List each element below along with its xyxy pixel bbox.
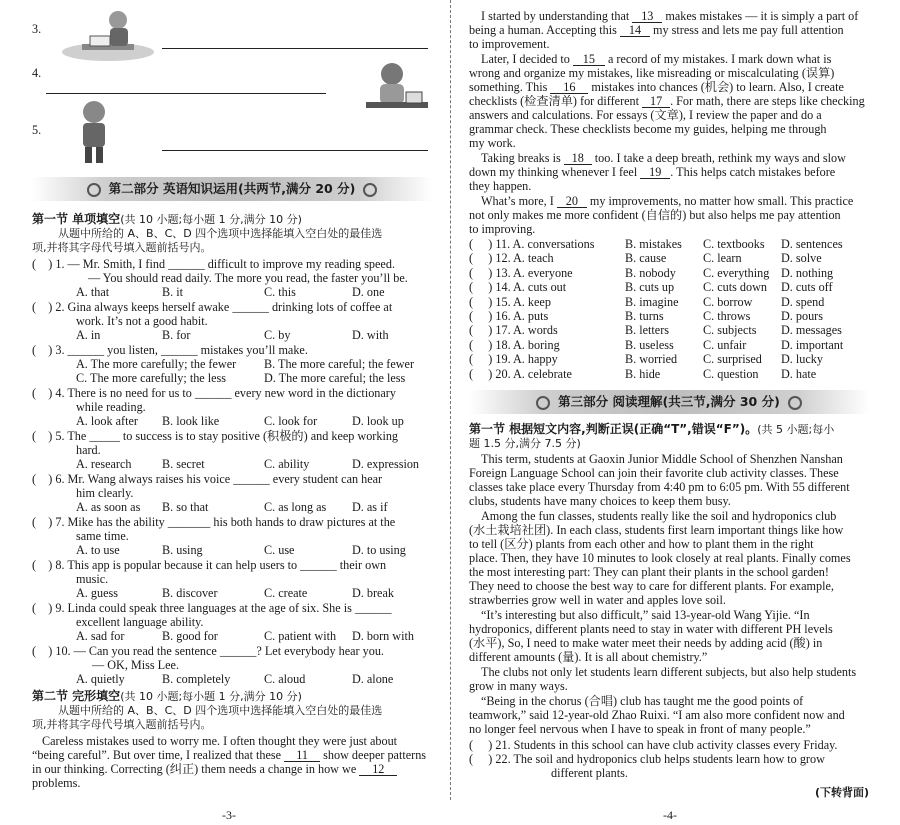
mc-question-8: [32, 558, 386, 572]
mc-stem-cont: while reading.: [76, 400, 146, 414]
cloze-fragment: What’s more, I: [481, 194, 554, 208]
cloze-option-d: D. spend: [781, 294, 825, 309]
cloze-blank-16: 16: [550, 81, 588, 94]
reading-text-line: the most interesting part: They can plant their plants in the school garden!: [469, 565, 829, 579]
cloze-blank-15: 15: [573, 53, 605, 66]
cloze-blank-14: 14: [620, 24, 650, 37]
cloze-option-c: C. everything: [703, 265, 770, 280]
cloze-option-d: D. cuts off: [781, 280, 833, 295]
mc-question-5: [32, 429, 398, 443]
answer-bracket[interactable]: (: [32, 429, 49, 443]
mc-stem-cont: work. It’s not a good habit.: [76, 314, 208, 328]
answer-bracket[interactable]: (: [469, 294, 489, 309]
cloze-fragment: my stress and lets me pay full attention: [653, 23, 844, 37]
cloze-blank-20: 20: [557, 195, 587, 208]
mc-option-c: C. use: [264, 543, 295, 557]
answer-bracket[interactable]: (: [469, 237, 489, 251]
mc-option-b: B. so that: [162, 500, 209, 514]
mc-option-c: C. by: [264, 328, 291, 342]
sec3-note: (共 5 小题;每小: [757, 423, 835, 436]
cloze-option-b: B. cuts up: [625, 280, 675, 295]
reading-text-line: Among the fun classes, students really like the soil and hydroponics club: [481, 509, 837, 523]
cloze-text-line: [481, 194, 853, 208]
reading-text-line: clubs, students have many choices to keep them busy.: [469, 494, 731, 508]
reading-text-line: “Being in the chorus (合唱) club has taught me the good points of: [481, 694, 804, 708]
mc-stem-cont: same time.: [76, 529, 129, 543]
cloze-option-b: B. nobody: [625, 265, 676, 280]
mc-question-10: [32, 644, 384, 658]
page-number-right: -4-: [663, 808, 677, 822]
tf-stem: ) 21. Students in this school can have club activity classes every Friday.: [488, 738, 838, 752]
answer-bracket[interactable]: (: [32, 257, 49, 271]
answer-bracket[interactable]: (: [469, 251, 489, 266]
reading-text-line: strawberries grow well in water and apples love soil.: [469, 593, 726, 607]
mc-option-a: A. The more carefully; the fewer: [76, 357, 237, 371]
mc-option-b: B. it: [162, 285, 183, 299]
cloze-fragment: my improvements, no matter how small. This practice: [589, 194, 854, 208]
writing-item-3-number: 3.: [32, 22, 42, 36]
mc-option-c: C. this: [264, 285, 296, 299]
tf-stem-cont: different plants.: [551, 766, 628, 780]
sec1-title: 第一节 单项填空: [32, 212, 121, 226]
cloze-text-line: grammar check. These checklists become my guides, helping me through: [469, 122, 827, 136]
reading-text-line: (水平), So, I need to make water meet their needs by adding acid (酸) in: [469, 636, 823, 650]
cloze-option-row: [469, 367, 572, 381]
mc-option-c: C. create: [264, 586, 308, 600]
cloze-option-d: D. hate: [781, 366, 817, 381]
part3-banner: [469, 390, 869, 414]
boy-reading-illustration: [60, 6, 160, 64]
cloze-text-line: [469, 80, 844, 94]
cloze-text-line: to improvement.: [469, 37, 550, 51]
mc-question-1: [32, 257, 395, 271]
cloze-option-a: ) 18. A. boring: [488, 337, 560, 352]
cloze-option-row: [469, 295, 551, 309]
mc-option-a: A. that: [76, 285, 110, 299]
cloze-option-b: B. letters: [625, 323, 670, 338]
reading-text-line: This term, students at Gaoxin Junior Middle School of Shenzhen Nanshan: [481, 452, 843, 466]
cloze-option-d: D. lucky: [781, 352, 823, 367]
cloze-option-d: D. nothing: [781, 265, 834, 280]
cloze-option-b: B. useless: [625, 337, 674, 352]
reading-text-line: no longer feel nervous when I have to speak in front of many people.”: [469, 722, 811, 736]
cloze-option-c: C. borrow: [703, 294, 753, 309]
mc-stem-cont: hard.: [76, 443, 101, 457]
cloze-option-d: D. important: [781, 337, 844, 352]
cloze-option-a: ) 14. A. cuts out: [488, 280, 567, 295]
mc-option-c: C. as long as: [264, 500, 327, 514]
cloze-text-line: [32, 762, 397, 776]
cloze-fragment: a record of my mistakes. I mark down what is: [607, 52, 832, 66]
sec3-title: 第一节 根据短文内容,判断正误(正确“T”,错误“F”)。: [469, 422, 758, 436]
cloze-text-line: [469, 23, 844, 37]
cloze-option-c: C. question: [703, 366, 759, 381]
mc-option-b: B. look like: [162, 414, 220, 428]
cloze-option-c: C. unfair: [703, 337, 747, 352]
answer-bracket[interactable]: (: [32, 386, 49, 400]
cloze-option-b: B. worried: [625, 352, 678, 367]
mc-stem-cont: excellent language ability.: [76, 615, 204, 629]
sec2-note: (共 10 小题;每小题 1 分,满分 10 分): [120, 690, 302, 703]
mc-option-d: D. The more careful; the less: [264, 371, 406, 385]
sec2-instruction-2: 项,并将其字母代号填入题前括号内。: [32, 718, 212, 731]
cloze-blank-18: 18: [564, 152, 592, 165]
reading-text-line: hydroponics, different plants need to stay in water with different PH levels: [469, 622, 833, 636]
answer-bracket[interactable]: (: [32, 644, 49, 658]
mc-stem: ) 10. — Can you read the sentence ______? Let everybody hear you.: [48, 644, 384, 658]
banner-ornament-icon: [87, 183, 101, 197]
answer-bracket[interactable]: (: [32, 300, 49, 314]
cloze-fragment: show deeper patterns: [323, 748, 427, 762]
part2-title: 第二部分 英语知识运用(共两节,满分 20 分): [108, 181, 356, 196]
reading-text-line: different amounts (量). It is all about chemistry.”: [469, 650, 708, 664]
mc-option-b: B. completely: [162, 672, 231, 686]
mc-option-d: D. as if: [352, 500, 388, 514]
cloze-option-c: C. subjects: [703, 323, 757, 338]
cloze-fragment: Taking breaks is: [481, 151, 561, 165]
mc-option-a: A. look after: [76, 414, 138, 428]
reading-text-line: (水土栽培社团). In each class, students first learn important things like how: [469, 523, 844, 537]
writing-line-5[interactable]: [162, 150, 428, 151]
answer-bracket[interactable]: (: [469, 738, 489, 752]
mc-option-c: C. ability: [264, 457, 310, 471]
sec1-instruction-1: 从题中所给的 A、B、C、D 四个选项中选择能填入空白处的最佳选: [58, 227, 383, 240]
mc-stem: ) 3. ______ you listen, ______ mistakes you’ll make.: [48, 343, 308, 357]
banner-ornament-icon: [363, 183, 377, 197]
cloze-fragment: something. This: [469, 80, 548, 94]
cloze-text-line: answers and calculations. For essays (文章), I review the paper and do a: [469, 108, 822, 122]
cloze-option-row: [469, 338, 560, 352]
sec2-heading: [32, 689, 302, 704]
cloze-fragment: too. I take a deep breath, rethink my ways and slow: [594, 151, 846, 165]
mc-stem: ) 8. This app is popular because it can help users to ______ their own: [48, 558, 387, 572]
answer-bracket[interactable]: (: [469, 309, 489, 323]
mc-stem: ) 1. — Mr. Smith, I find ______ difficult to improve my reading speed.: [48, 257, 395, 271]
writing-item-5-number: 5.: [32, 123, 42, 137]
page-number-left: -3-: [222, 808, 236, 822]
cloze-text-line: [469, 165, 835, 179]
girl-at-desk-illustration: [362, 58, 432, 116]
mc-option-b: B. The more careful; the fewer: [264, 357, 415, 371]
cloze-blank-19: 19: [640, 166, 670, 179]
answer-bracket[interactable]: (: [469, 280, 489, 295]
cloze-option-row: [469, 309, 548, 323]
cloze-option-c: C. surprised: [703, 352, 762, 367]
cloze-option-a: ) 17. A. words: [488, 323, 558, 338]
cloze-option-row: [469, 323, 558, 337]
reading-text-line: Foreign Language School can join their favorite club activity classes. These: [469, 466, 839, 480]
mc-stem: ) 4. There is no need for us to ______ every new word in the dictionary: [48, 386, 396, 400]
cloze-option-b: B. cause: [625, 251, 667, 266]
answer-bracket[interactable]: (: [469, 323, 489, 338]
cloze-fragment: checklists (检查清单) for different: [469, 94, 640, 108]
mc-question-9: [32, 601, 391, 615]
sec1-instruction-2: 项,并将其字母代号填入题前括号内。: [32, 241, 212, 254]
sec1-heading: [32, 212, 302, 227]
mc-stem-cont: — OK, Miss Lee.: [92, 658, 179, 672]
cloze-text-line: [481, 9, 858, 23]
reading-text-line: to tell (区分) plants from each other and how to plant them in the right: [469, 537, 814, 551]
cloze-option-b: B. hide: [625, 366, 661, 381]
mc-option-d: D. alone: [352, 672, 394, 686]
cloze-text-line: my work.: [469, 136, 516, 150]
cloze-option-c: C. cuts down: [703, 280, 767, 295]
writing-item-4-number: 4.: [32, 66, 42, 80]
mc-option-a: A. research: [76, 457, 132, 471]
cloze-fragment: . This helps catch mistakes before: [670, 165, 836, 179]
cloze-fragment: in our thinking. Correcting (纠正) them needs a change in how we: [32, 762, 357, 776]
cloze-text-line: [481, 52, 831, 66]
cloze-blank-13: 13: [632, 10, 662, 23]
cloze-option-row: [469, 280, 566, 294]
writing-line-4[interactable]: [46, 93, 326, 94]
mc-option-c: C. look for: [264, 414, 318, 428]
mc-stem: ) 7. Mike has the ability _______ his both hands to draw pictures at the: [48, 515, 396, 529]
cloze-option-d: D. sentences: [781, 237, 843, 251]
tf-question-22: [469, 752, 825, 766]
cloze-fragment: down my thinking whenever I feel: [469, 165, 638, 179]
cloze-option-a: ) 15. A. keep: [488, 294, 551, 309]
mc-question-2: [32, 300, 392, 314]
reading-text-line: place. Then, they have 10 minutes to look closely at real plants. Finally comes: [469, 551, 851, 565]
cloze-text-line: to improving.: [469, 222, 536, 236]
mc-option-c: C. patient with: [264, 629, 337, 643]
cloze-option-b: B. turns: [625, 309, 664, 323]
reading-text-line: grow in many ways.: [469, 679, 568, 693]
mc-stem-cont: him clearly.: [76, 486, 134, 500]
part2-banner: [32, 177, 432, 201]
mc-stem-cont: — You should read daily. The more you read, the faster you’ll be.: [88, 271, 408, 285]
reading-text-line: “It’s interesting but also difficult,” said 13-year-old Wang Yijie. “In: [481, 608, 810, 622]
mc-option-b: B. good for: [162, 629, 218, 643]
sec1-note: (共 10 小题;每小题 1 分,满分 10 分): [120, 213, 302, 226]
mc-option-d: D. one: [352, 285, 385, 299]
page-divider: [450, 0, 451, 800]
mc-option-a: A. quietly: [76, 672, 125, 686]
tf-stem: ) 22. The soil and hydroponics club helps students learn how to grow: [488, 752, 825, 766]
tf-question-21: [469, 738, 837, 752]
answer-bracket[interactable]: (: [469, 337, 489, 352]
cloze-option-row: [469, 266, 573, 280]
mc-question-7: [32, 515, 395, 529]
answer-bracket[interactable]: (: [32, 515, 49, 529]
cloze-option-d: D. pours: [781, 309, 823, 323]
cloze-option-c: C. textbooks: [703, 237, 765, 251]
mc-option-a: A. to use: [76, 543, 120, 557]
cloze-text-line: [469, 94, 865, 108]
mc-option-a: A. in: [76, 328, 101, 342]
mc-option-b: B. using: [162, 543, 203, 557]
boy-thinking-illustration: [74, 98, 114, 166]
cloze-option-row: [469, 237, 594, 251]
cloze-fragment: I started by understanding that: [481, 9, 630, 23]
answer-bracket[interactable]: (: [469, 265, 489, 280]
mc-stem: ) 9. Linda could speak three languages at the age of six. She is ______: [48, 601, 392, 615]
cloze-option-d: D. messages: [781, 323, 842, 338]
answer-bracket[interactable]: (: [469, 352, 489, 367]
cloze-text-line: not only makes me more confident (自信的) but also helps me pay attention: [469, 208, 841, 222]
mc-option-a: A. guess: [76, 586, 118, 600]
mc-question-4: [32, 386, 396, 400]
cloze-text-line: [481, 151, 846, 165]
cloze-fragment: . For math, there are steps like checking: [670, 94, 865, 108]
cloze-text-line: they happen.: [469, 179, 532, 193]
mc-option-d: D. to using: [352, 543, 406, 557]
sec3-note-cont: 题 1.5 分,满分 7.5 分): [469, 437, 581, 450]
sec2-instruction-1: 从题中所给的 A、B、C、D 四个选项中选择能填入空白处的最佳选: [58, 704, 383, 717]
mc-option-b: B. for: [162, 328, 191, 342]
answer-bracket[interactable]: (: [32, 558, 49, 572]
mc-stem-cont: music.: [76, 572, 109, 586]
cloze-fragment: makes mistakes — it is simply a part of: [665, 9, 859, 23]
banner-ornament-icon: [536, 396, 550, 410]
reading-text-line: The clubs not only let students learn different subjects, but also help students: [481, 665, 857, 679]
mc-option-d: D. expression: [352, 457, 420, 471]
cloze-option-b: B. mistakes: [625, 237, 682, 251]
answer-bracket[interactable]: (: [32, 601, 49, 615]
mc-question-3: [32, 343, 308, 357]
cloze-blank-12: 12: [359, 763, 397, 776]
cloze-option-c: C. learn: [703, 251, 742, 266]
cloze-option-a: ) 11. A. conversations: [488, 237, 595, 251]
reading-text-line: They need to choose the best way to care for different plants. For example,: [469, 579, 834, 593]
mc-option-b: B. discover: [162, 586, 218, 600]
sec2-title: 第二节 完形填空: [32, 689, 121, 703]
mc-stem: ) 2. Gina always keeps herself awake ______ drinking lots of coffee at: [48, 300, 393, 314]
mc-option-d: D. look up: [352, 414, 404, 428]
mc-stem: ) 6. Mr. Wang always raises his voice ______ every student can hear: [48, 472, 383, 486]
cloze-option-a: ) 12. A. teach: [488, 251, 554, 266]
cloze-option-a: ) 16. A. puts: [488, 309, 549, 323]
reading-text-line: teamwork,” said 12-year-old Zhao Ruixi. “I am also more confident now and: [469, 708, 845, 722]
cloze-option-d: D. solve: [781, 251, 822, 266]
cloze-text-line: problems.: [32, 776, 81, 790]
mc-stem: ) 5. The _____ to success is to stay positive (积极的) and keep working: [48, 429, 399, 443]
cloze-fragment: being a human. Accepting this: [469, 23, 617, 37]
answer-bracket[interactable]: (: [32, 472, 49, 486]
mc-option-d: D. with: [352, 328, 389, 342]
cloze-option-a: ) 19. A. happy: [488, 352, 558, 367]
mc-option-c: C. aloud: [264, 672, 306, 686]
cloze-option-b: B. imagine: [625, 294, 679, 309]
mc-option-d: D. born with: [352, 629, 414, 643]
mc-option-a: A. sad for: [76, 629, 125, 643]
cloze-blank-11: 11: [284, 749, 320, 762]
cloze-option-row: [469, 352, 558, 366]
reading-text-line: classes take place every Thursday from 4:40 pm to 6:05 pm. With 55 different: [469, 480, 850, 494]
cloze-option-a: ) 20. A. celebrate: [488, 366, 572, 381]
answer-bracket[interactable]: (: [469, 366, 489, 381]
cloze-option-c: C. throws: [703, 309, 751, 323]
cloze-fragment: “being careful”. But over time, I realized that these: [32, 748, 282, 762]
cloze-option-a: ) 13. A. everyone: [488, 265, 573, 280]
mc-option-b: B. secret: [162, 457, 205, 471]
cloze-fragment: Later, I decided to: [481, 52, 570, 66]
cloze-blank-17: 17: [642, 95, 670, 108]
mc-option-d: D. break: [352, 586, 394, 600]
cloze-fragment: mistakes into chances (机会) to learn. Also, I create: [591, 80, 844, 94]
mc-option-c: C. The more carefully; the less: [76, 371, 227, 385]
cloze-option-row: [469, 251, 554, 265]
cloze-text-line: [32, 748, 426, 762]
writing-line-3[interactable]: [162, 48, 428, 49]
cloze-text-line: wrong and organize my mistakes, like misreading or miscalculating (误算): [469, 66, 835, 80]
mc-question-6: [32, 472, 382, 486]
answer-bracket[interactable]: (: [469, 752, 489, 766]
sec3-heading: [469, 422, 834, 437]
cloze-text-line: Careless mistakes used to worry me. I often thought they were just about: [42, 734, 398, 748]
part3-title: 第三部分 阅读理解(共三节,满分 30 分): [558, 394, 780, 409]
answer-bracket[interactable]: (: [32, 343, 49, 357]
banner-ornament-icon: [788, 396, 802, 410]
mc-option-a: A. as soon as: [76, 500, 141, 514]
turn-over-note: (下转背面): [815, 786, 870, 799]
